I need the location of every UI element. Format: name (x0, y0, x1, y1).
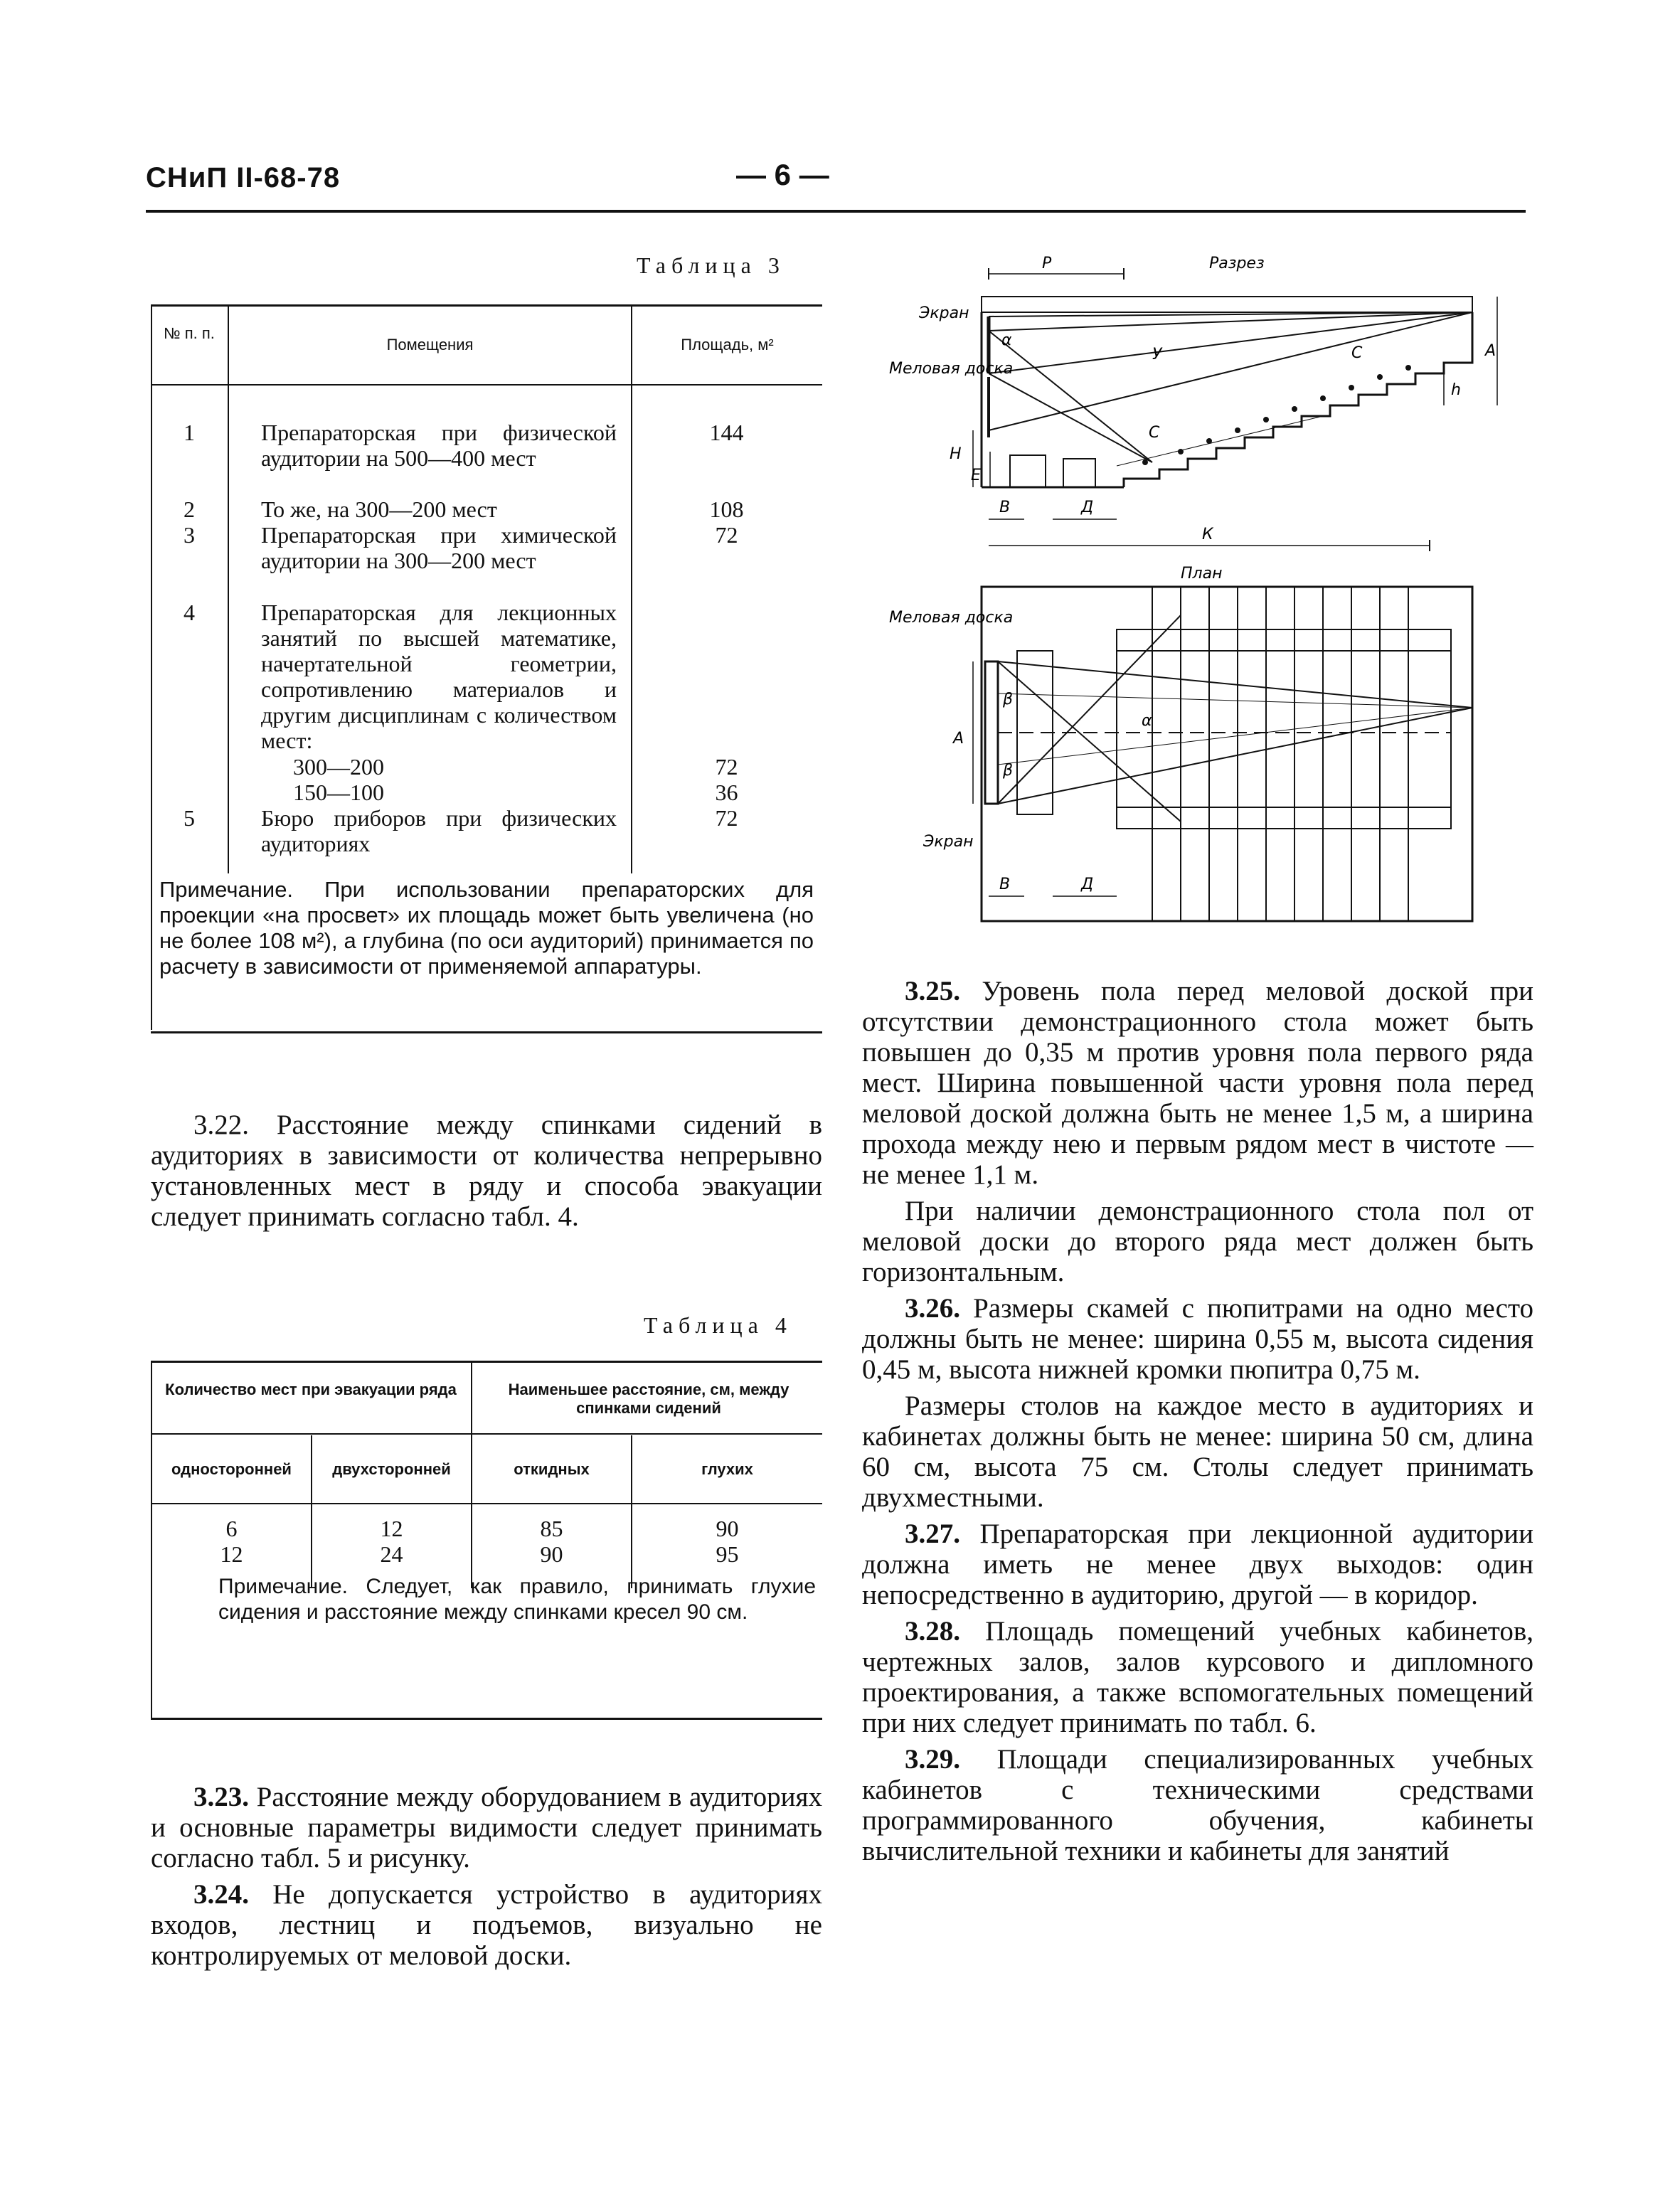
paragraph-3-27 (862, 1519, 1533, 1610)
label-B: В (999, 499, 1011, 516)
table3-row-room: Препараторская при физической аудитории на 500—400 мест (261, 420, 617, 471)
table3-row-room: Препараторская при химической аудитории на 300—200 мест (261, 522, 617, 573)
eye-point (1320, 395, 1326, 401)
paragraph-3-28 (862, 1616, 1533, 1738)
table3-header-area: Площадь, м² (681, 336, 774, 353)
table3-row-area: 72 (715, 522, 738, 548)
paragraph-text: Препараторская при лекционной аудитории должна иметь не менее двух выходов: один непосредственно в аудиторию, другой — в коридор. (862, 1519, 1533, 1610)
eye-points (1142, 365, 1411, 465)
table3-row-area: 144 (709, 420, 744, 445)
table3-row-num: 3 (184, 522, 195, 548)
paragraph-3-23 (151, 1782, 822, 1873)
table4-subheader: глухих (701, 1460, 753, 1478)
table3-row-num: 2 (184, 496, 195, 522)
table4-subheader: откидных (514, 1460, 590, 1478)
table4-cell: 12 (220, 1541, 243, 1567)
table3-top-rule (151, 304, 822, 307)
label-A: А (1485, 342, 1496, 360)
label-H: Н (950, 445, 962, 463)
table3-row-num: 5 (184, 805, 195, 831)
table4-cell: 24 (380, 1541, 403, 1567)
table4 (151, 1361, 822, 1731)
table3-caption: Таблица 3 (637, 252, 785, 278)
table4-header-group1: Количество мест при эвакуации ряда (165, 1381, 457, 1398)
table3-bottom-rule (151, 1031, 822, 1033)
table3-row-area: 36 (715, 780, 738, 805)
sight-line (1117, 416, 1323, 466)
paragraph-3-25 (862, 976, 1533, 1190)
table3-row-area: 72 (715, 805, 738, 831)
table3-row-room: То же, на 300—200 мест (261, 496, 497, 522)
table4-caption: Таблица 4 (644, 1312, 792, 1338)
page-number: — 6 — (736, 158, 829, 191)
paragraph-text: Размеры столов на каждое место в аудиториях и кабинетах должны быть не менее: ширина 50 см, длина 60 см, высота 75 см. Столы следует принимать двухместными. (862, 1391, 1533, 1513)
paragraph-label: 3.24. (193, 1879, 249, 1910)
label-beta: β (1003, 691, 1014, 708)
label-screen: Экран (923, 833, 974, 851)
paragraph-3-22-text: 3.22. Расстояние между спинками сидений в аудиториях в зависимости от количества непрерывно установленных мест в ряду и способа эвакуации следует принимать согласно табл. 4. (151, 1110, 822, 1232)
paragraph-continued (862, 1391, 1533, 1513)
table3-row-num: 1 (184, 420, 195, 445)
paragraph-3-22 (151, 1110, 822, 1238)
plan-drawing (973, 587, 1472, 921)
section-drawing (973, 268, 1497, 551)
paragraph-3-29 (862, 1744, 1533, 1866)
eye-point (1377, 374, 1383, 380)
table3-note: Примечание. При использовании препараторских для проекции «на просвет» их площадь может быть увеличена (но не более 108 м²), а глубина (по оси аудиторий) принимается по расчету в зависимости от применяемой аппаратуры. (159, 877, 814, 979)
eye-point (1142, 459, 1148, 465)
eye-point (1263, 417, 1269, 422)
auditorium-visibility-figure (882, 252, 1508, 935)
right-column-text (862, 976, 1533, 1872)
plan-sight-line (998, 615, 1181, 804)
table4-bottom-rule (151, 1718, 822, 1720)
paragraph-3-26 (862, 1293, 1533, 1385)
table3-header-rule (151, 384, 822, 386)
eye-point (1292, 406, 1297, 412)
table3 (151, 304, 822, 1036)
table3-left-border (151, 304, 152, 1030)
paragraph-label: 3.29. (905, 1744, 960, 1775)
table4-cell: 90 (540, 1541, 563, 1567)
section-desk (1010, 455, 1046, 487)
paragraph-text: Размеры скамей с пюпитрами на одно место должны быть не менее: ширина 0,55 м, высота сидения 0,45 м, высота нижней кромки пюпитра 0,75 м. (862, 1293, 1533, 1385)
label-C: С (1351, 344, 1363, 362)
section-desk (1063, 459, 1095, 487)
paragraph-text: Площадь помещений учебных кабинетов, чертежных залов, залов курсового и дипломного проектирования, а также вспомогательных помещений при них следует принимать по табл. 6. (862, 1616, 1533, 1738)
table4-top-rule (151, 1361, 822, 1363)
table4-header-rule (151, 1503, 822, 1504)
plan-seating (1117, 629, 1451, 829)
paragraph-label: 3.28. (905, 1616, 960, 1647)
label-B: В (999, 876, 1011, 893)
label-chalkboard: Меловая доска (889, 360, 1014, 378)
table3-row-area: 108 (709, 496, 744, 522)
table4-note: Примечание. Следует, как правило, принимать глухие сидения и расстояние между спинками кресел 90 см. (218, 1575, 816, 1624)
label-D: Д (1081, 499, 1094, 516)
label-beta: β (1003, 762, 1014, 780)
table3-col-divider (228, 304, 229, 873)
plan-outline (982, 587, 1472, 921)
paragraph-text: При наличии демонстрационного стола пол от меловой доски до второго ряда мест должен быть горизонтальным. (862, 1196, 1533, 1287)
section-steps (1124, 312, 1472, 487)
label-C: С (1149, 424, 1160, 442)
table4-cell: 90 (716, 1516, 739, 1541)
eye-point (1349, 385, 1354, 390)
table4-cell: 12 (380, 1516, 403, 1541)
eye-point (1405, 365, 1411, 371)
table3-row-room: 300—200 (293, 754, 384, 780)
paragraph-label: 3.27. (905, 1519, 960, 1549)
label-alpha: α (1142, 712, 1152, 730)
table3-row-room: 150—100 (293, 780, 384, 805)
eye-point (1235, 427, 1240, 433)
paragraph-text: Площади специализированных учебных кабинетов с техническими средствами программированного обучения, кабинеты вычислительной техники и кабинеты для занятий (862, 1744, 1533, 1866)
label-D: Д (1081, 876, 1094, 893)
label-alpha: α (1001, 331, 1012, 349)
table4-subheader: двухсторонней (332, 1460, 451, 1478)
paragraph-label: 3.25. (905, 976, 960, 1006)
table4-header-group2: Наименьшее расстояние, см, между спинками сидений (508, 1381, 790, 1417)
eye-point (1178, 449, 1184, 454)
table3-header-room: Помещения (386, 336, 474, 353)
label-P: Р (1042, 255, 1052, 272)
plan-board (985, 661, 998, 804)
table4-cell: 6 (225, 1516, 238, 1541)
paragraph-text: Уровень пола перед меловой доской при отсутствии демонстрационного стола может быть повышен до 0,35 м против уровня пола первого ряда мест. Ширина повышенной части уровня пола перед меловой доской должна быть не менее 1,5 м, а ширина прохода между нею и первым рядом мест в чистоте — не менее 1,1 м. (862, 976, 1533, 1190)
paragraph-text: Расстояние между оборудованием в аудиториях и основные параметры видимости следует принимать согласно табл. 5 и рисунку. (151, 1782, 822, 1873)
table4-cell: 85 (540, 1516, 563, 1541)
table3-header-num: № п. п. (164, 324, 215, 342)
label-chalkboard: Меловая доска (889, 609, 1014, 627)
label-E: Е (971, 467, 981, 484)
table4-subheader: односторонней (171, 1460, 292, 1478)
label-A: А (953, 730, 964, 748)
label-Y: У (1152, 346, 1162, 363)
table3-row-area: 72 (715, 754, 738, 780)
label-h: h (1451, 381, 1461, 399)
eye-point (1206, 438, 1212, 444)
section-title: Разрез (1209, 255, 1265, 272)
table3-row-num: 4 (184, 600, 195, 625)
paragraph-continued (862, 1196, 1533, 1287)
paragraph-label: 3.26. (905, 1293, 960, 1324)
paragraph-3-24 (151, 1879, 822, 1971)
paragraph-text: Не допускается устройство в аудиториях входов, лестниц и подъемов, визуально не контролируемых от меловой доски. (151, 1879, 822, 1971)
table4-cell: 95 (716, 1541, 739, 1567)
plan-title: План (1181, 565, 1223, 583)
table3-row-room: Препараторская для лекционных занятий по высшей математике, начертательной геометрии, сопротивлению материалов и другим дисциплинам с количеством мест: (261, 600, 617, 753)
table4-header-rule (151, 1433, 822, 1435)
header-rule (146, 210, 1526, 213)
sight-line (989, 373, 1152, 462)
paragraph-label: 3.23. (193, 1782, 249, 1812)
section-ceiling (982, 297, 1472, 312)
paragraphs-left-bottom (151, 1782, 822, 1977)
document-code: СНиП II-68-78 (146, 162, 341, 193)
table3-row-room: Бюро приборов при физических аудиториях (261, 805, 617, 856)
label-screen: Экран (919, 304, 969, 322)
label-K: К (1202, 526, 1213, 543)
